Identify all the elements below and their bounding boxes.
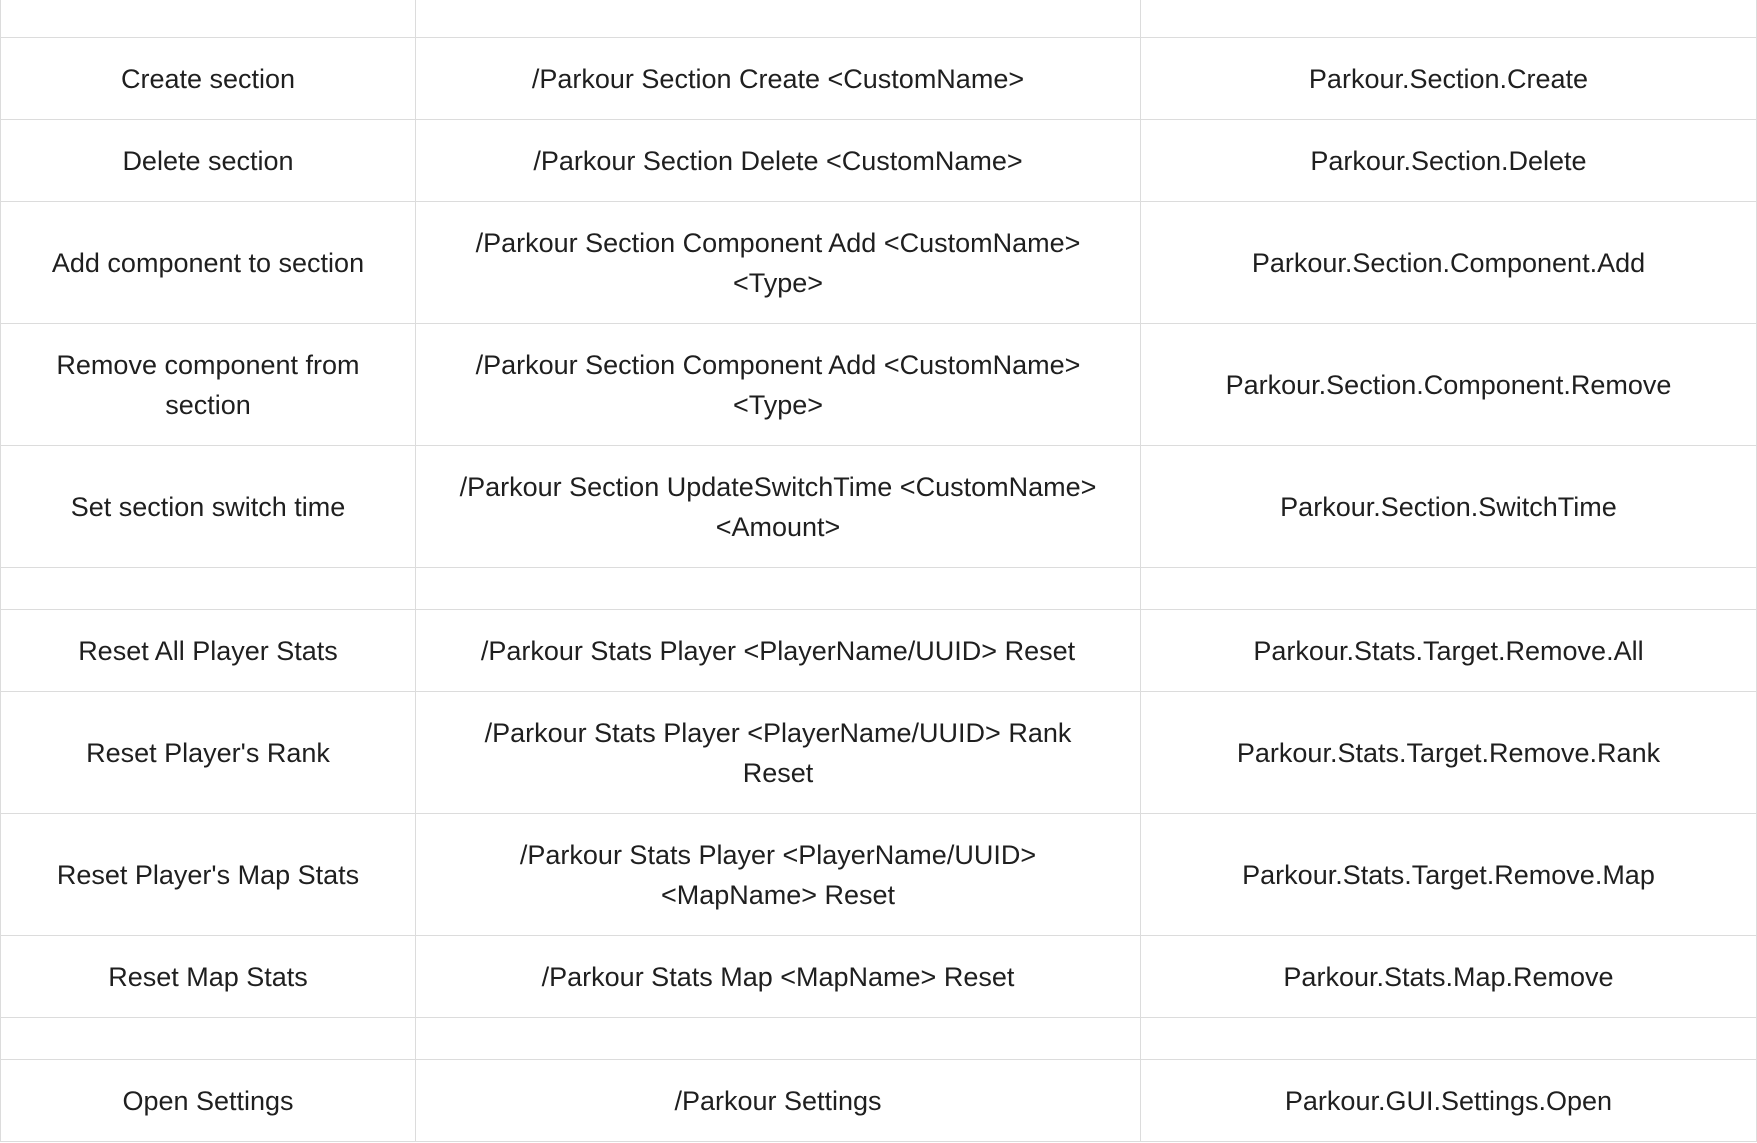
action-cell bbox=[1, 568, 416, 610]
permission-cell bbox=[1141, 0, 1757, 38]
action-cell: Delete section bbox=[1, 120, 416, 202]
table-row bbox=[1, 936, 1757, 1018]
command-cell: /Parkour Settings bbox=[416, 1060, 1141, 1142]
permission-cell: Parkour.GUI.Settings.Open bbox=[1141, 1060, 1757, 1142]
command-cell: /Parkour Stats Player <PlayerName/UUID> Reset bbox=[416, 610, 1141, 692]
table-row bbox=[1, 38, 1757, 120]
table-spacer-row bbox=[1, 1018, 1757, 1060]
table-row bbox=[1, 610, 1757, 692]
permission-cell: Parkour.Stats.Target.Remove.Rank bbox=[1141, 692, 1757, 814]
action-cell: Reset Player's Rank bbox=[1, 692, 416, 814]
table-row bbox=[1, 1060, 1757, 1142]
permission-cell bbox=[1141, 568, 1757, 610]
permission-cell bbox=[1141, 1018, 1757, 1060]
command-cell: /Parkour Section Create <CustomName> bbox=[416, 38, 1141, 120]
permission-cell: Parkour.Stats.Target.Remove.Map bbox=[1141, 814, 1757, 936]
table-row bbox=[1, 692, 1757, 814]
action-cell: Open Settings bbox=[1, 1060, 416, 1142]
permission-cell: Parkour.Stats.Map.Remove bbox=[1141, 936, 1757, 1018]
action-cell: Reset Map Stats bbox=[1, 936, 416, 1018]
command-cell: /Parkour Section UpdateSwitchTime <CustomName> <Amount> bbox=[416, 446, 1141, 568]
command-cell bbox=[416, 0, 1141, 38]
action-cell: Create section bbox=[1, 38, 416, 120]
permission-cell: Parkour.Stats.Target.Remove.All bbox=[1141, 610, 1757, 692]
action-cell bbox=[1, 1018, 416, 1060]
table-row bbox=[1, 814, 1757, 936]
command-cell: /Parkour Section Delete <CustomName> bbox=[416, 120, 1141, 202]
table-row bbox=[1, 202, 1757, 324]
command-cell bbox=[416, 1018, 1141, 1060]
action-cell: Reset Player's Map Stats bbox=[1, 814, 416, 936]
command-cell: /Parkour Stats Player <PlayerName/UUID> <MapName> Reset bbox=[416, 814, 1141, 936]
command-cell: /Parkour Section Component Add <CustomName> <Type> bbox=[416, 324, 1141, 446]
action-cell: Remove component from section bbox=[1, 324, 416, 446]
table-row bbox=[1, 446, 1757, 568]
table-spacer-row bbox=[1, 0, 1757, 38]
command-cell: /Parkour Stats Map <MapName> Reset bbox=[416, 936, 1141, 1018]
command-cell: /Parkour Stats Player <PlayerName/UUID> Rank Reset bbox=[416, 692, 1141, 814]
table-row bbox=[1, 120, 1757, 202]
table-row bbox=[1, 324, 1757, 446]
table-spacer-row bbox=[1, 568, 1757, 610]
action-cell: Set section switch time bbox=[1, 446, 416, 568]
permission-cell: Parkour.Section.Delete bbox=[1141, 120, 1757, 202]
command-cell: /Parkour Section Component Add <CustomName> <Type> bbox=[416, 202, 1141, 324]
action-cell: Add component to section bbox=[1, 202, 416, 324]
permission-cell: Parkour.Section.SwitchTime bbox=[1141, 446, 1757, 568]
permission-cell: Parkour.Section.Component.Add bbox=[1141, 202, 1757, 324]
permission-cell: Parkour.Section.Component.Remove bbox=[1141, 324, 1757, 446]
action-cell bbox=[1, 0, 416, 38]
command-cell bbox=[416, 568, 1141, 610]
action-cell: Reset All Player Stats bbox=[1, 610, 416, 692]
permission-cell: Parkour.Section.Create bbox=[1141, 38, 1757, 120]
